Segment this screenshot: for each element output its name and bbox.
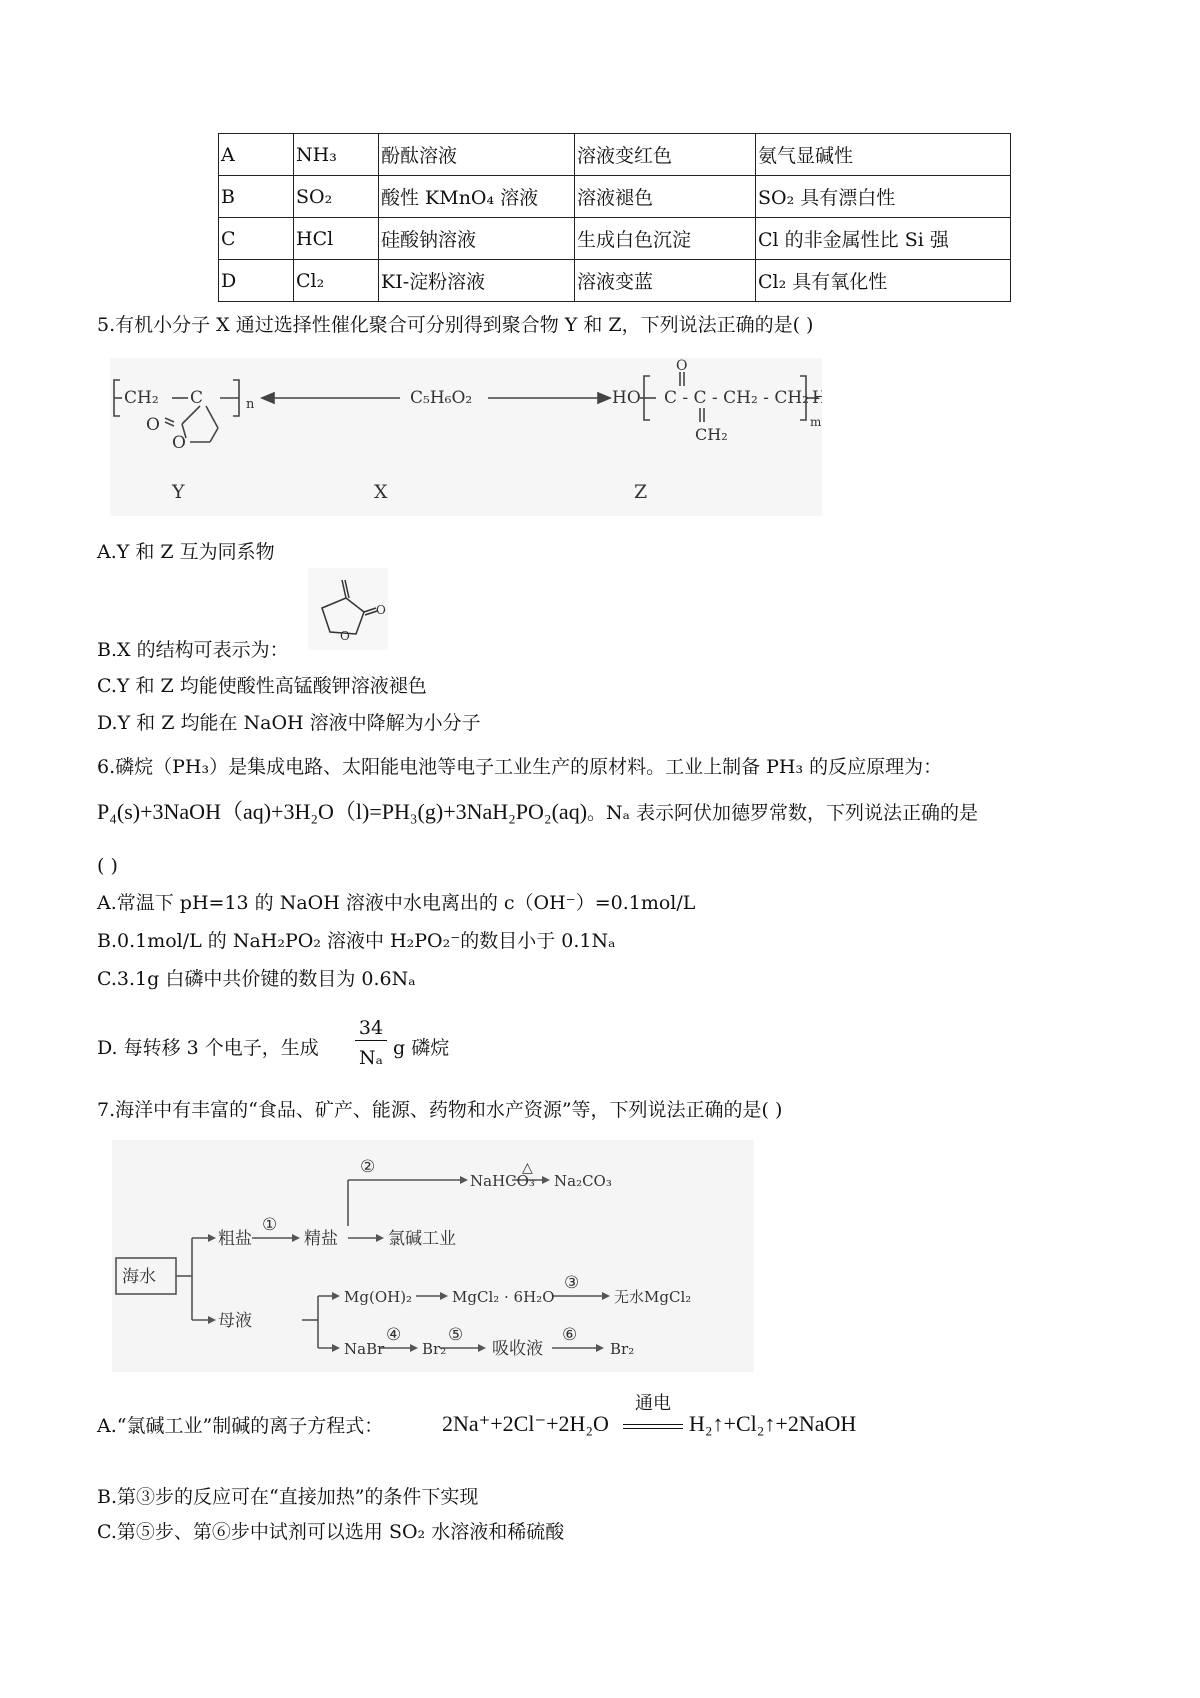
- svg-text:CH₂: CH₂: [695, 425, 728, 444]
- node-crude-salt: 粗盐: [218, 1229, 252, 1249]
- svg-text:CH₂: CH₂: [124, 388, 159, 408]
- table-cell-reagent: KI-淀粉溶液: [379, 260, 575, 302]
- table-cell-reagent: 酚酞溶液: [379, 134, 575, 176]
- q7-stem: 7.海洋中有丰富的“食品、矿产、能源、药物和水产资源”等，下列说法正确的是( ): [97, 1099, 783, 1121]
- table-cell-phenomenon: 溶液褪色: [575, 176, 756, 218]
- table-cell-conclusion: SO₂ 具有漂白性: [756, 176, 1011, 218]
- q5-stem: 5.有机小分子 X 通过选择性催化聚合可分别得到聚合物 Y 和 Z，下列说法正确的是( ): [97, 314, 814, 336]
- node-seawater: 海水: [122, 1267, 156, 1287]
- q6-option-d-pre: D. 每转移 3 个电子，生成: [97, 1037, 319, 1059]
- table-cell-gas: HCl: [294, 218, 379, 260]
- table-cell-letter: B: [219, 176, 294, 218]
- fraction-numerator: 34: [355, 1016, 387, 1041]
- step-2: ②: [360, 1157, 376, 1177]
- step-4: ④: [386, 1325, 402, 1345]
- q6-option-a: A.常温下 pH=13 的 NaOH 溶液中水电离出的 c（OH⁻）=0.1mol/L: [97, 892, 696, 914]
- q6-option-b: B.0.1mol/L 的 NaH₂PO₂ 溶液中 H₂PO₂⁻的数目小于 0.1Nₐ: [97, 930, 616, 952]
- node-mgcl2-hydrate: MgCl₂ · 6H₂O: [452, 1288, 555, 1306]
- svg-text:O: O: [340, 629, 350, 643]
- table-cell-phenomenon: 溶液变红色: [575, 134, 756, 176]
- table-cell-gas: SO₂: [294, 176, 379, 218]
- step-1: ①: [262, 1215, 278, 1235]
- fraction-denominator: Nₐ: [359, 1047, 383, 1069]
- node-absorb: 吸收液: [492, 1339, 543, 1359]
- heat-delta: △: [522, 1160, 533, 1176]
- seawater-flowchart: [112, 1140, 754, 1372]
- formula-x: C₅H₆O₂: [410, 388, 473, 408]
- step-5: ⑤: [448, 1325, 464, 1345]
- table-row: [219, 176, 1011, 218]
- q6-stem: 6.磷烷（PH₃）是集成电路、太阳能电池等电子工业生产的原材料。工业上制备 PH₃ 的反应原理为：: [97, 756, 943, 778]
- label-z: Z: [634, 481, 648, 503]
- table-cell-reagent: 酸性 KMnO₄ 溶液: [379, 176, 575, 218]
- q7-eq-left: 2Na⁺+2Cl⁻+2H₂O: [442, 1411, 609, 1436]
- node-br2-b: Br₂: [610, 1340, 635, 1358]
- q5-polymer-diagram: [110, 358, 822, 516]
- q7-eq-condition: 通电: [635, 1393, 671, 1414]
- node-mother-liquor: 母液: [218, 1311, 252, 1331]
- options-table: [218, 133, 1011, 302]
- table-cell-conclusion: Cl 的非金属性比 Si 强: [756, 218, 1011, 260]
- svg-text:C - C - CH₂ - CH₂ - O -: C - C - CH₂ - CH₂ -: [664, 388, 821, 408]
- svg-text:O: O: [172, 433, 186, 453]
- table-row: [219, 134, 1011, 176]
- step-3: ③: [564, 1273, 580, 1293]
- step-6: ⑥: [562, 1325, 578, 1345]
- node-br2-a: Br₂: [422, 1340, 447, 1358]
- table-cell-phenomenon: 生成白色沉淀: [575, 218, 756, 260]
- q6-paren: ( ): [97, 855, 118, 877]
- table-cell-letter: D: [219, 260, 294, 302]
- q7-option-b: B.第③步的反应可在“直接加热”的条件下实现: [97, 1486, 479, 1508]
- q5-option-c: C.Y 和 Z 均能使酸性高锰酸钾溶液褪色: [97, 675, 427, 697]
- svg-text:O: O: [676, 358, 688, 374]
- label-x: X: [374, 481, 388, 503]
- table-cell-conclusion: 氨气显碱性: [756, 134, 1011, 176]
- q7-option-c: C.第⑤步、第⑥步中试剂可以选用 SO₂ 水溶液和稀硫酸: [97, 1521, 565, 1543]
- table-row: [219, 260, 1011, 302]
- table-cell-reagent: 硅酸钠溶液: [379, 218, 575, 260]
- svg-text:O: O: [146, 415, 160, 435]
- q6-option-d-post: g 磷烷: [393, 1037, 450, 1059]
- q7-option-a-pre: A.“氯碱工业”制碱的离子方程式：: [97, 1415, 384, 1437]
- table-cell-letter: A: [219, 134, 294, 176]
- q5-option-a: A.Y 和 Z 互为同系物: [97, 541, 275, 563]
- q6-equation: P₄(s)+3NaOH（aq)+3H₂O（l)=PH₃(g)+3NaH₂PO₂(aq): [97, 799, 588, 824]
- node-refined-salt: 精盐: [304, 1229, 338, 1249]
- q6-equation-tail: 。Nₐ 表示阿伏加德罗常数，下列说法正确的是: [587, 802, 979, 824]
- equals-sign: [623, 1424, 683, 1429]
- svg-text:HO: HO: [612, 388, 641, 408]
- q6-option-c: C.3.1g 白磷中共价键的数目为 0.6Nₐ: [97, 968, 416, 990]
- table-row: [219, 218, 1011, 260]
- table-cell-conclusion: Cl₂ 具有氧化性: [756, 260, 1011, 302]
- table-cell-gas: Cl₂: [294, 260, 379, 302]
- table-cell-gas: NH₃: [294, 134, 379, 176]
- x-structure-image: [308, 568, 388, 650]
- q7-eq-right: H₂↑+Cl₂↑+2NaOH: [689, 1411, 857, 1436]
- node-mgoh2: Mg(OH)₂: [344, 1288, 413, 1306]
- node-chlor-alkali: 氯碱工业: [388, 1229, 456, 1249]
- svg-text:H: H: [812, 388, 822, 408]
- node-nahco3: NaHCO₃: [470, 1172, 535, 1190]
- label-y: Y: [172, 481, 185, 503]
- svg-text:O: O: [376, 603, 386, 617]
- q6-equation-line: [97, 800, 978, 825]
- q5-option-d: D.Y 和 Z 均能在 NaOH 溶液中降解为小分子: [97, 712, 481, 734]
- node-na2co3: Na₂CO₃: [554, 1172, 612, 1190]
- table-cell-letter: C: [219, 218, 294, 260]
- node-nabr: NaBr: [344, 1340, 385, 1358]
- svg-text:n: n: [246, 397, 255, 412]
- node-anhydrous-mgcl2: 无水MgCl₂: [614, 1288, 692, 1306]
- table-cell-phenomenon: 溶液变蓝: [575, 260, 756, 302]
- q5-option-b: B.X 的结构可表示为：: [97, 639, 289, 661]
- svg-text:C: C: [190, 388, 204, 408]
- svg-text:m: m: [810, 415, 822, 429]
